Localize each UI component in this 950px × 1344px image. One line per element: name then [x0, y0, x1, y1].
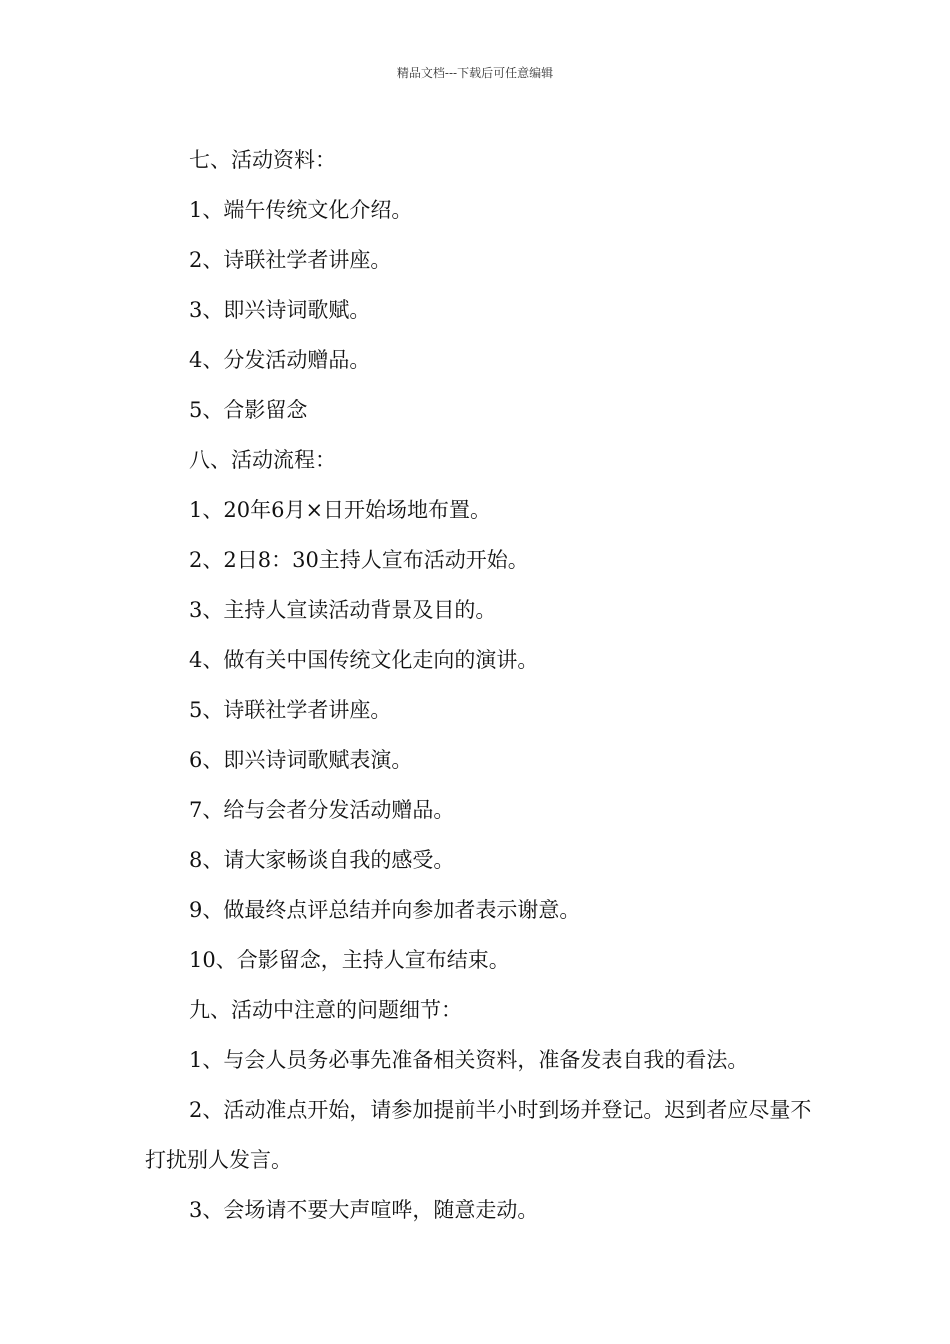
list-item: 7、给与会者分发活动赠品。	[189, 798, 455, 822]
list-item: 2、活动准点开始，请参加提前半小时到场并登记。迟到者应尽量不打扰别人发言。	[145, 1098, 812, 1172]
section-heading: 九、活动中注意的问题细节：	[189, 998, 462, 1022]
list-item: 1、端午传统文化介绍。	[189, 198, 413, 222]
list-item: 1、与会人员务必事先准备相关资料，准备发表自我的看法。	[189, 1048, 749, 1072]
list-item: 2、2日8：30主持人宣布活动开始。	[189, 548, 529, 572]
section-heading: 八、活动流程：	[189, 448, 336, 472]
list-item: 9、做最终点评总结并向参加者表示谢意。	[189, 898, 581, 922]
document-body	[145, 135, 815, 1235]
list-item: 2、诗联社学者讲座。	[189, 248, 392, 272]
list-item: 10、合影留念，主持人宣布结束。	[189, 948, 510, 972]
list-item: 8、请大家畅谈自我的感受。	[189, 848, 455, 872]
section-heading: 七、活动资料：	[189, 148, 336, 172]
page-header: 精品文档---下载后可任意编辑	[396, 66, 554, 80]
list-item: 6、即兴诗词歌赋表演。	[189, 748, 413, 772]
list-item: 3、会场请不要大声喧哗，随意走动。	[189, 1198, 539, 1222]
list-item: 3、主持人宣读活动背景及目的。	[189, 598, 497, 622]
list-item: 4、做有关中国传统文化走向的演讲。	[189, 648, 539, 672]
list-item: 5、合影留念	[189, 398, 308, 422]
list-item: 3、即兴诗词歌赋。	[189, 298, 371, 322]
list-item: 5、诗联社学者讲座。	[189, 698, 392, 722]
list-item: 4、分发活动赠品。	[189, 348, 371, 372]
list-item: 1、20年6月×日开始场地布置。	[189, 498, 492, 522]
